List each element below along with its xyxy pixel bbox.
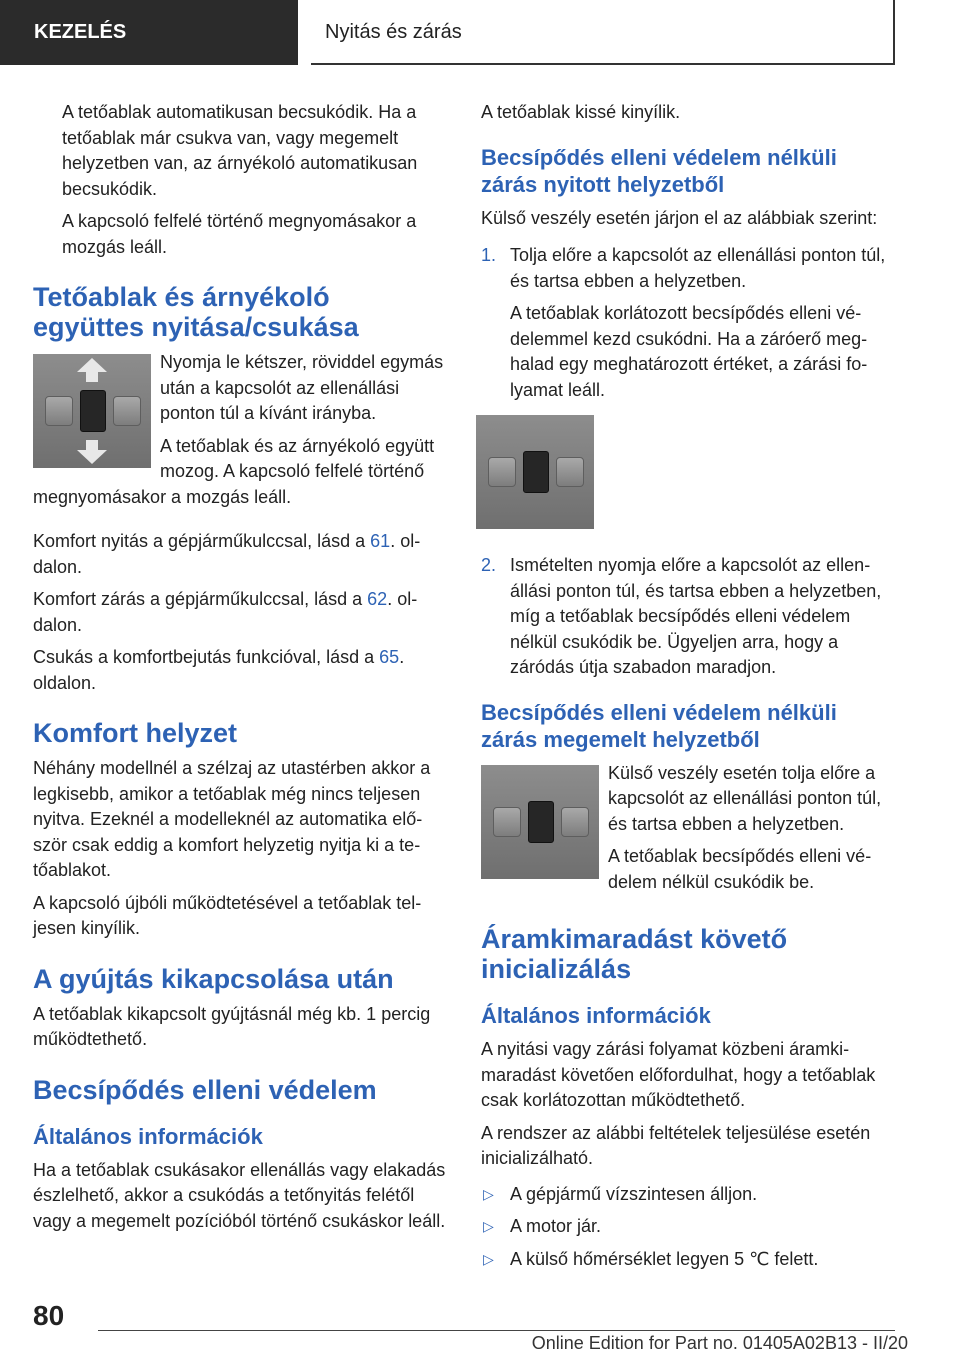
- heading-gyujtas: A gyújtás kikapcsolása után: [33, 963, 394, 994]
- paragraph: Külső veszély esetén tolja előre a kapcsolót az ellenállási ponton túl, és tartsa ebben a helyzetben.: [608, 762, 882, 834]
- roof-switch: [528, 801, 554, 843]
- switch-illustration: [33, 354, 151, 468]
- roof-switch: [80, 390, 106, 432]
- triangle-bullet-icon: ▷: [483, 1185, 494, 1202]
- roof-switch: [523, 451, 549, 493]
- button-pad: [561, 807, 589, 837]
- button-pad: [45, 396, 73, 426]
- heading-altalanos: Általános információk: [481, 1003, 711, 1028]
- switch-illustration: [476, 415, 594, 529]
- list-item: ▷ A gépjármű vízszintesen álljon.: [481, 1182, 899, 1208]
- paragraph: A kapcsoló felfelé történő megnyomásakor a mozgás leáll.: [62, 211, 417, 257]
- paragraph: Ha a tetőablak csukásakor ellenállás vagy elakadás észlelhető, akkor a csukódás a tetőnyitás felétől vagy a megemelt pozícióból történő csukáskor leáll.: [33, 1159, 446, 1231]
- paragraph: A kapcsoló újbóli működtetésével a tetőablak teljesen kinyílik.: [33, 892, 422, 938]
- paragraph: Néhány modellnél a szélzaj az utastérben akkor a legkisebb, amikor a tetőablak még nincs teljesen nyitva. Ezeknél a modelleknél az automatika először csak eddig a komfort helyzetig nyitja ki a tetőablakot.: [33, 758, 431, 880]
- footer-edition: Online Edition for Part no. 01405A02B13 - II/20: [531, 1333, 908, 1353]
- step-text: Ismételten nyomja előre a kapcsolót az ellenállási ponton túl, és tartsa ebben a helyzetben, míg a tetőablak becsípődés elleni védelem nélkül csukódik be. Ügyeljen arra, hogy a záródás útja szabadon maradjon.: [510, 555, 882, 677]
- button-pad: [488, 457, 516, 487]
- heading-altalanos: Általános információk: [33, 1123, 263, 1149]
- list-item: ▷ A külső hőmérséklet legyen 5 ℃ felett.: [481, 1247, 899, 1273]
- paragraph: A tetőablak kikapcsolt gyújtásnál még kb. 1 percig működtethető.: [33, 1003, 431, 1049]
- heading-megemelt: Becsípődés elleni védelem nélküli zárás megemelt helyzetből: [481, 699, 837, 752]
- footer-rule: [98, 1330, 895, 1331]
- arrow-up-stem: [86, 372, 98, 382]
- paragraph: A nyitási vagy zárási folyamat közbeni áramkimaradást követően előfordulhat, hogy a tetőablak csak korlátozottan működtethető.: [481, 1039, 876, 1110]
- arrow-down-icon: [77, 450, 107, 464]
- header-chapter: Nyitás és zárás: [311, 0, 895, 65]
- heading-together: Tetőablak és árnyékoló együttes nyitása/csukása: [33, 282, 359, 342]
- paragraph: A tetőablak automatikusan becsukódik. Ha a tetőablak már csukva van, vagy megemelt helyzetben van, az árnyékoló automatikusan becsukódik.: [62, 102, 418, 199]
- list-item: [481, 243, 899, 403]
- arrow-down-stem: [86, 440, 98, 450]
- arrow-up-icon: [77, 358, 107, 372]
- paragraph: Komfort nyitás a gépjárműkulccsal, lásd a 61. oldalon.: [33, 531, 421, 577]
- step-text: Tolja előre a kapcsolót az ellenállási ponton túl, és tartsa ebben a helyzetben.: [510, 245, 886, 291]
- page-number: 80: [33, 1300, 65, 1331]
- list-item: ▷ A motor jár.: [481, 1214, 899, 1240]
- left-column: [33, 100, 448, 1241]
- paragraph: Komfort zárás a gépjárműkulccsal, lásd a 62. oldalon.: [33, 589, 418, 635]
- paragraph: A tetőablak kissé kinyílik.: [481, 102, 681, 122]
- paragraph: Külső veszély esetén járjon el az alábbiak szerint:: [481, 207, 878, 228]
- paragraph: Nyomja le kétszer, röviddel egymás után a kapcsolót az ellenállási ponton túl a kívánt irányba.: [160, 352, 444, 423]
- triangle-bullet-icon: ▷: [483, 1250, 494, 1267]
- step-number: 2.: [481, 555, 497, 575]
- button-pad: [113, 396, 141, 426]
- paragraph: Csukás a komfortbejutás funkcióval, lásd a 65. oldalon.: [33, 647, 405, 693]
- page-link[interactable]: 61: [370, 531, 391, 551]
- page-link[interactable]: 65: [379, 647, 400, 667]
- heading-nyitott: Becsípődés elleni védelem nélküli zárás nyitott helyzetből: [481, 144, 837, 197]
- triangle-bullet-icon: ▷: [483, 1218, 494, 1234]
- page-link[interactable]: 62: [367, 589, 388, 609]
- heading-komfort: Komfort helyzet: [33, 718, 238, 748]
- heading-aram: Áramkimaradást követő inicializálás: [481, 924, 788, 984]
- heading-becsip: Becsípődés elleni védelem: [33, 1074, 377, 1105]
- header-section: KEZELÉS: [0, 0, 298, 65]
- paragraph: A rendszer az alábbi feltételek teljesülése esetén inicializálható.: [481, 1122, 871, 1168]
- button-pad: [556, 457, 584, 487]
- switch-illustration: [481, 765, 599, 879]
- list-item: [481, 553, 899, 681]
- button-pad: [493, 807, 521, 837]
- right-column: [481, 100, 899, 1279]
- step-number: 1.: [481, 245, 497, 265]
- paragraph: A tetőablak becsípődés elleni védelem nélkül csukódik be.: [608, 846, 872, 892]
- paragraph: A tetőablak és az árnyékoló együtt mozog. A kapcsoló felfelé történő megnyomásakor a mozgás leáll.: [33, 435, 435, 507]
- step-text: A tetőablak korlátozott becsípődés elleni védelemmel kezd csukódni. Ha a záróerő meghalad egy meghatározott értéket, a zárási folyamat leáll.: [510, 303, 868, 400]
